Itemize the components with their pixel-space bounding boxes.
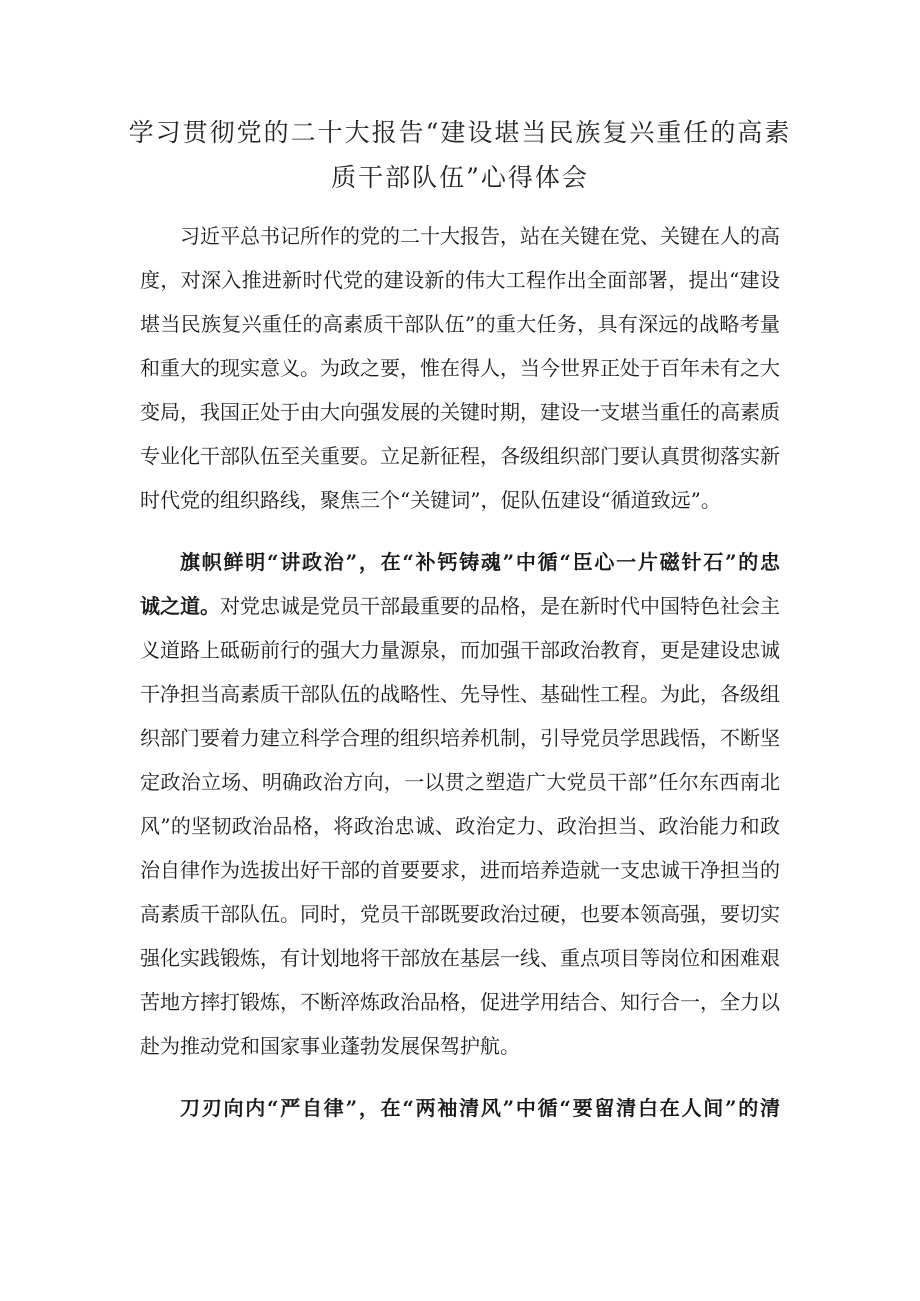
- paragraph-1-line: 时代党的组织路线，聚焦三个“关键词”，促队伍建设“循道致远”。: [140, 488, 721, 512]
- paragraph-2-line: 赴为推动党和国家事业蓬勃发展保驾护航。: [140, 1034, 520, 1058]
- paragraph-1-line: 专业化干部队伍至关重要。立足新征程，各级组织部门要认真贯彻落实新: [140, 444, 780, 468]
- paragraph-1-line: 堪当民族复兴重任的高素质干部队伍”的重大任务，具有深远的战略考量: [140, 312, 780, 336]
- paragraph-1-line: 度，对深入推进新时代党的建设新的伟大工程作出全面部署，提出“建设: [140, 268, 780, 292]
- paragraph-2-line: 义道路上砥砺前行的强大力量源泉，而加强干部政治教育，更是建设忠诚: [140, 638, 780, 662]
- paragraph-2-line: 风”的坚韧政治品格，将政治忠诚、政治定力、政治担当、政治能力和政: [140, 814, 780, 838]
- paragraph-2-line: 高素质干部队伍。同时，党员干部既要政治过硬，也要本领高强，要切实: [140, 902, 780, 926]
- paragraph-2-line: 强化实践锻炼，有计划地将干部放在基层一线、重点项目等岗位和困难艰: [140, 946, 780, 970]
- paragraph-3-heading: 刀刃向内“严自律”，在“两袖清风”中循“要留清白在人间”的清: [180, 1096, 780, 1120]
- paragraph-2-line-text: 对党忠诚是党员干部最重要的品格，是在新时代中国特色社会主: [220, 594, 780, 618]
- document-title-line-1: 学习贯彻党的二十大报告“建设堪当民族复兴重任的高素: [128, 118, 792, 147]
- paragraph-2-line: [140, 584, 780, 628]
- document-title-line-2: 质干部队伍”心得体会: [331, 163, 589, 192]
- paragraph-2-heading: 旗帜鲜明“讲政治”，在“补钙铸魂”中循“臣心一片磁针石”的忠: [180, 550, 780, 574]
- paragraph-2-heading-end: 诚之道。: [140, 594, 220, 618]
- paragraph-2-line: 定政治立场、明确政治方向，一以贯之塑造广大党员干部”任尔东西南北: [140, 770, 780, 794]
- paragraph-1-line: 习近平总书记所作的党的二十大报告，站在关键在党、关键在人的高: [180, 224, 780, 248]
- paragraph-1-line: 和重大的现实意义。为政之要，惟在得人，当今世界正处于百年未有之大: [140, 356, 780, 380]
- paragraph-2-line: 干净担当高素质干部队伍的战略性、先导性、基础性工程。为此，各级组: [140, 682, 780, 706]
- paragraph-1-line: 变局，我国正处于由大向强发展的关键时期，建设一支堪当重任的高素质: [140, 400, 780, 424]
- paragraph-2-line: 治自律作为选拔出好干部的首要要求，进而培养造就一支忠诚干净担当的: [140, 858, 780, 882]
- paragraph-2-line: 织部门要着力建立科学合理的组织培养机制，引导党员学思践悟，不断坚: [140, 726, 780, 750]
- paragraph-2-line: 苦地方摔打锻炼，不断淬炼政治品格，促进学用结合、知行合一，全力以: [140, 990, 780, 1014]
